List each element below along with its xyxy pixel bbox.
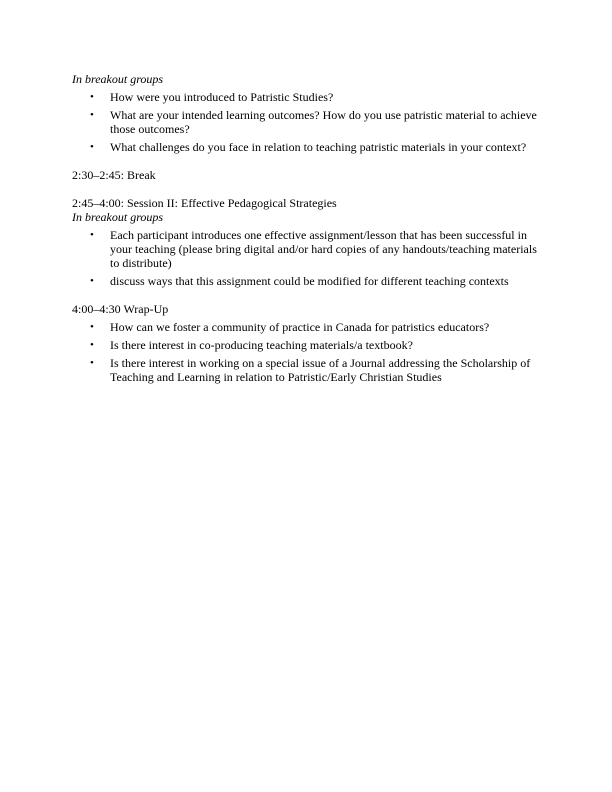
list-item <box>72 90 540 104</box>
list-item-text: Each participant introduces one effective assignment/lesson that has been successful in your teaching (please bring digital and/or hard copies of any handouts/teaching materials to distribute) <box>110 228 537 270</box>
list-item <box>72 228 540 270</box>
spacer <box>72 288 540 302</box>
list-item-text: What challenges do you face in relation to teaching patristic materials in your context? <box>110 140 527 154</box>
list-item-text: What are your intended learning outcomes? How do you use patristic material to achieve those outcomes? <box>110 108 537 136</box>
session-2-list <box>72 228 540 288</box>
session-2-heading: 2:45–4:00: Session II: Effective Pedagogical Strategies <box>72 196 337 210</box>
bullet-icon: • <box>90 275 94 287</box>
wrap-up-list <box>72 320 540 384</box>
document-page <box>72 72 540 384</box>
bullet-icon: • <box>90 357 94 369</box>
list-item <box>72 338 540 352</box>
breakout-questions-list <box>72 90 540 154</box>
wrap-up-heading: 4:00–4:30 Wrap-Up <box>72 302 169 316</box>
break-line: 2:30–2:45: Break <box>72 168 156 182</box>
list-item-text: Is there interest in working on a special issue of a Journal addressing the Scholarship of Teaching and Learning in relation to Patristic/Early Christian Studies <box>110 356 531 384</box>
bullet-icon: • <box>90 229 94 241</box>
list-item <box>72 356 540 384</box>
list-item-text: How were you introduced to Patristic Studies? <box>110 90 334 104</box>
list-item <box>72 140 540 154</box>
list-item-text: How can we foster a community of practice in Canada for patristics educators? <box>110 320 490 334</box>
spacer <box>72 154 540 168</box>
bullet-icon: • <box>90 141 94 153</box>
list-item <box>72 274 540 288</box>
bullet-icon: • <box>90 339 94 351</box>
bullet-icon: • <box>90 321 94 333</box>
list-item <box>72 320 540 334</box>
breakout-groups-label-2: In breakout groups <box>72 210 164 224</box>
list-item-text: discuss ways that this assignment could be modified for different teaching contexts <box>110 274 509 288</box>
list-item-text: Is there interest in co-producing teaching materials/a textbook? <box>110 338 413 352</box>
bullet-icon: • <box>90 91 94 103</box>
breakout-groups-label-1: In breakout groups <box>72 72 164 86</box>
spacer <box>72 182 540 196</box>
list-item <box>72 108 540 136</box>
bullet-icon: • <box>90 109 94 121</box>
